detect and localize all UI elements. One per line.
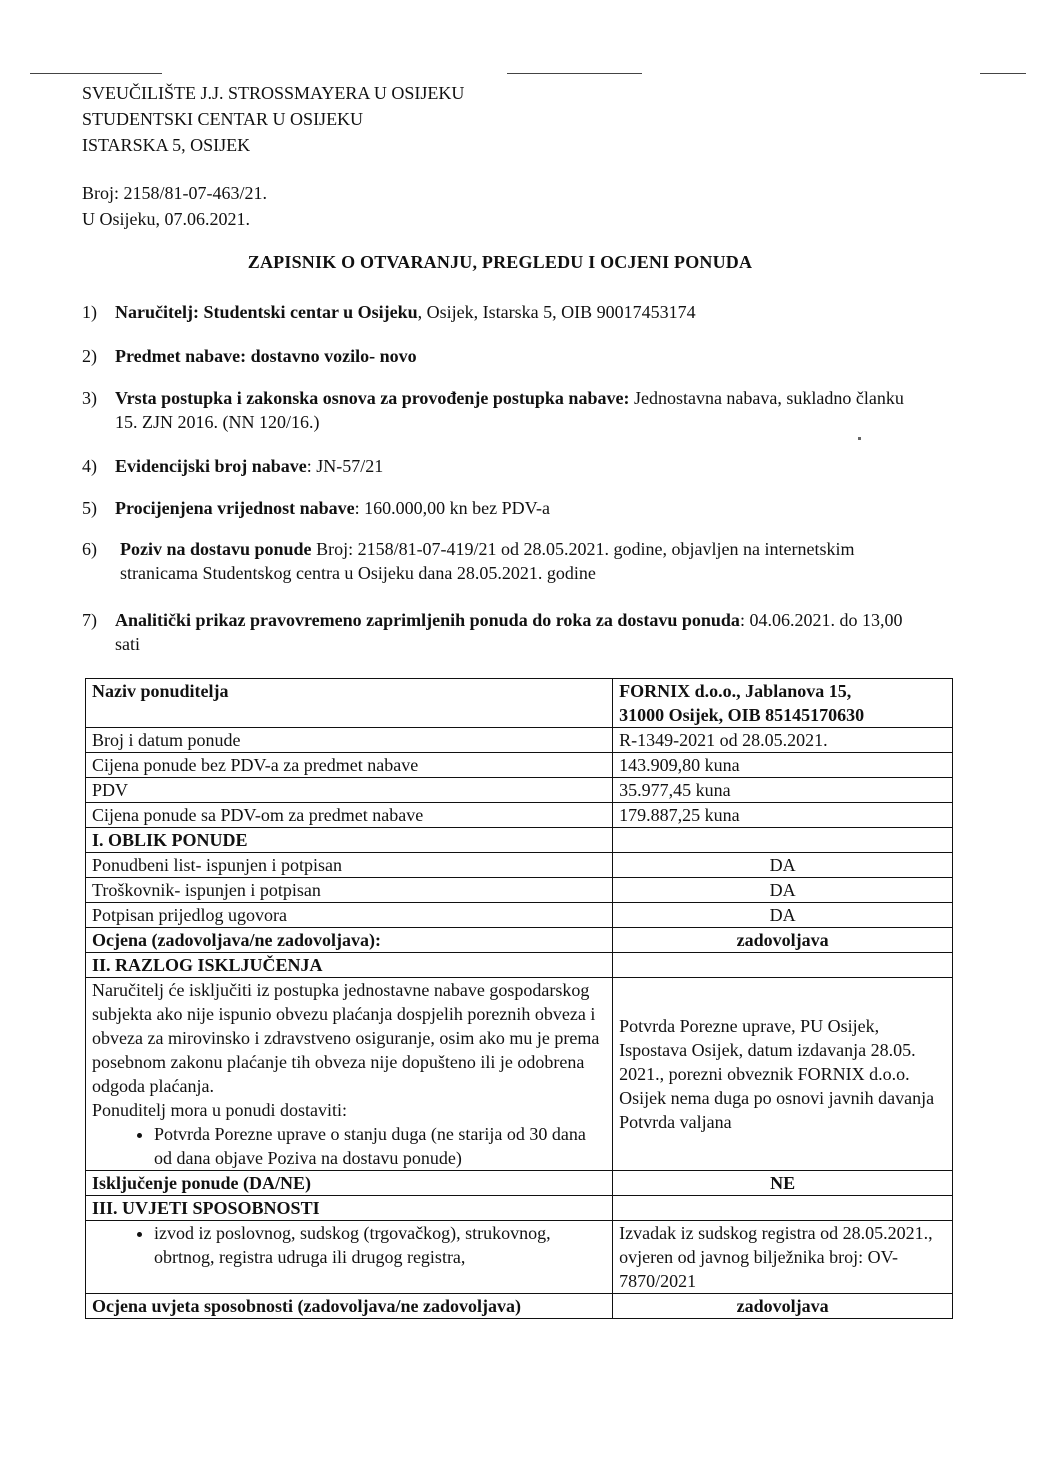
exclusion-valid: Potvrda valjana xyxy=(619,1112,732,1132)
scan-artifact-line xyxy=(30,73,162,74)
ability-bullet: • izvod iz poslovnog, sudskog (trgovačkog), strukovnog, obrtnog, registra udruga ili drugog registra, xyxy=(154,1221,606,1269)
row-value: 179.887,25 kuna xyxy=(613,803,953,828)
ability-assessment-label: Ocjena uvjeta sposobnosti (zadovoljava/ne zadovoljava) xyxy=(86,1294,613,1319)
place-date: U Osijeku, 07.06.2021. xyxy=(82,209,250,229)
document-title: ZAPISNIK O OTVARANJU, PREGLEDU I OCJENI PONUDA xyxy=(247,252,753,272)
list-item xyxy=(82,608,922,656)
item-text: : JN-57/21 xyxy=(306,456,384,476)
table-row xyxy=(86,803,953,828)
table-row xyxy=(86,1221,953,1294)
item-label: Predmet nabave: dostavno vozilo- novo xyxy=(115,346,417,366)
row-value: DA xyxy=(613,853,953,878)
bidder-name-value xyxy=(613,679,953,728)
empty-cell xyxy=(613,1196,953,1221)
empty-cell xyxy=(613,828,953,853)
row-value: DA xyxy=(613,878,953,903)
exclusion-decision-value: NE xyxy=(613,1171,953,1196)
bidder-name-line: FORNIX d.o.o., Jablanova 15, xyxy=(619,681,852,701)
section-heading-exclusion: II. RAZLOG ISKLJUČENJA xyxy=(86,953,613,978)
exclusion-evidence-text: Potvrda Porezne uprave, PU Osijek, Ispostava Osijek, datum izdavanja 28.05. 2021., porezni obveznik FORNIX d.o.o. Osijek nema duga po osnovi javnih davanja xyxy=(619,1016,935,1108)
row-value: 35.977,45 kuna xyxy=(613,778,953,803)
list-item xyxy=(82,454,922,478)
row-value: DA xyxy=(613,903,953,928)
item-number: 2) xyxy=(82,346,97,366)
list-item xyxy=(82,300,922,324)
table-row xyxy=(86,1294,953,1319)
item-label: Vrsta postupka i zakonska osnova za provođenje postupka nabave: xyxy=(115,388,630,408)
header-line-university: SVEUČILIŠTE J.J. STROSSMAYERA U OSIJEKU xyxy=(82,83,465,103)
table-row xyxy=(86,828,953,853)
table-row xyxy=(86,903,953,928)
table-row xyxy=(86,1171,953,1196)
item-label: Evidencijski broj nabave xyxy=(115,456,307,476)
item-text: Jednostavna nabava, sukladno članku 15. ZJN 2016. (NN 120/16.) xyxy=(115,388,904,432)
empty-cell xyxy=(613,953,953,978)
table-row xyxy=(86,878,953,903)
item-number: 1) xyxy=(82,302,97,322)
item-number: 3) xyxy=(82,388,97,408)
ability-evidence: Izvadak iz sudskog registra od 28.05.2021., ovjeren od javnog bilježnika broj: OV-7870/2021 xyxy=(613,1221,953,1294)
section-heading-form: I. OBLIK PONUDE xyxy=(86,828,613,853)
exclusion-evidence xyxy=(613,978,953,1171)
item-text: , Osijek, Istarska 5, OIB 90017453174 xyxy=(417,302,696,322)
bidder-name-label: Naziv ponuditelja xyxy=(86,679,613,728)
item-number: 6) xyxy=(82,539,97,559)
item-label: Procijenjena vrijednost nabave xyxy=(115,498,355,518)
table-row xyxy=(86,928,953,953)
item-text: : 04.06.2021. do 13,00 sati xyxy=(115,610,903,654)
assessment-value: zadovoljava xyxy=(613,928,953,953)
table-row xyxy=(86,853,953,878)
list-item xyxy=(82,537,922,585)
item-text: Broj: 2158/81-07-419/21 od 28.05.2021. godine, objavljen na internetskim stranicama Studentskog centra u Osijeku dana 28.05.2021. godine xyxy=(120,539,855,583)
row-label: Cijena ponude bez PDV-a za predmet nabave xyxy=(86,753,613,778)
table-row xyxy=(86,978,953,1171)
table-row xyxy=(86,753,953,778)
scan-artifact-dot xyxy=(858,437,861,440)
header-line-address: ISTARSKA 5, OSIJEK xyxy=(82,135,251,155)
row-label: Cijena ponude sa PDV-om za predmet nabave xyxy=(86,803,613,828)
reference-number: Broj: 2158/81-07-463/21. xyxy=(82,183,267,203)
ability-assessment-value: zadovoljava xyxy=(613,1294,953,1319)
bidder-address-line: 31000 Osijek, OIB 85145170630 xyxy=(619,705,865,725)
row-value: R-1349-2021 od 28.05.2021. xyxy=(613,728,953,753)
exclusion-conditions xyxy=(86,978,613,1171)
item-number: 7) xyxy=(82,610,97,630)
item-label: Naručitelj: Studentski centar u Osijeku xyxy=(115,302,418,322)
row-label: Potpisan prijedlog ugovora xyxy=(86,903,613,928)
document-reference xyxy=(82,180,267,232)
row-label: Broj i datum ponude xyxy=(86,728,613,753)
item-number: 5) xyxy=(82,498,97,518)
ability-requirement xyxy=(86,1221,613,1294)
exclusion-requirement: Ponuditelj mora u ponudi dostaviti: xyxy=(92,1100,347,1120)
exclusion-decision-label: Isključenje ponude (DA/NE) xyxy=(86,1171,613,1196)
row-label: Ponudbeni list- ispunjen i potpisan xyxy=(86,853,613,878)
exclusion-bullet: • Potvrda Porezne uprave o stanju duga (ne starija od 30 dana od dana objave Poziva na dostavu ponude) xyxy=(154,1122,606,1170)
list-item xyxy=(82,386,922,434)
row-label: Troškovnik- ispunjen i potpisan xyxy=(86,878,613,903)
assessment-label: Ocjena (zadovoljava/ne zadovoljava): xyxy=(86,928,613,953)
offer-table xyxy=(85,678,953,1319)
table-row xyxy=(86,953,953,978)
scan-artifact-line xyxy=(980,73,1026,74)
table-row xyxy=(86,1196,953,1221)
item-text: : 160.000,00 kn bez PDV-a xyxy=(354,498,550,518)
item-number: 4) xyxy=(82,456,97,476)
row-label: PDV xyxy=(86,778,613,803)
table-row xyxy=(86,728,953,753)
scan-artifact-line xyxy=(507,73,642,74)
list-item xyxy=(82,344,922,368)
row-value: 143.909,80 kuna xyxy=(613,753,953,778)
list-item xyxy=(82,496,922,520)
header-line-center: STUDENTSKI CENTAR U OSIJEKU xyxy=(82,109,364,129)
table-row xyxy=(86,679,953,728)
institution-header xyxy=(82,80,464,158)
table-row xyxy=(86,778,953,803)
section-heading-ability: III. UVJETI SPOSOBNOSTI xyxy=(86,1196,613,1221)
item-label: Poziv na dostavu ponude xyxy=(120,539,312,559)
exclusion-text: Naručitelj će isključiti iz postupka jednostavne nabave gospodarskog subjekta ako nije ispunio obvezu plaćanja dospjelih poreznih obveza i obveza za mirovinsko i zdravstveno osiguranje, osim ako mu je prema posebnom zakonu plaćanje tih obveza nije dopušteno ili je odobrena odgoda plaćanja. xyxy=(92,980,600,1096)
item-label: Analitički prikaz pravovremeno zaprimljenih ponuda do roka za dostavu ponuda xyxy=(115,610,740,630)
